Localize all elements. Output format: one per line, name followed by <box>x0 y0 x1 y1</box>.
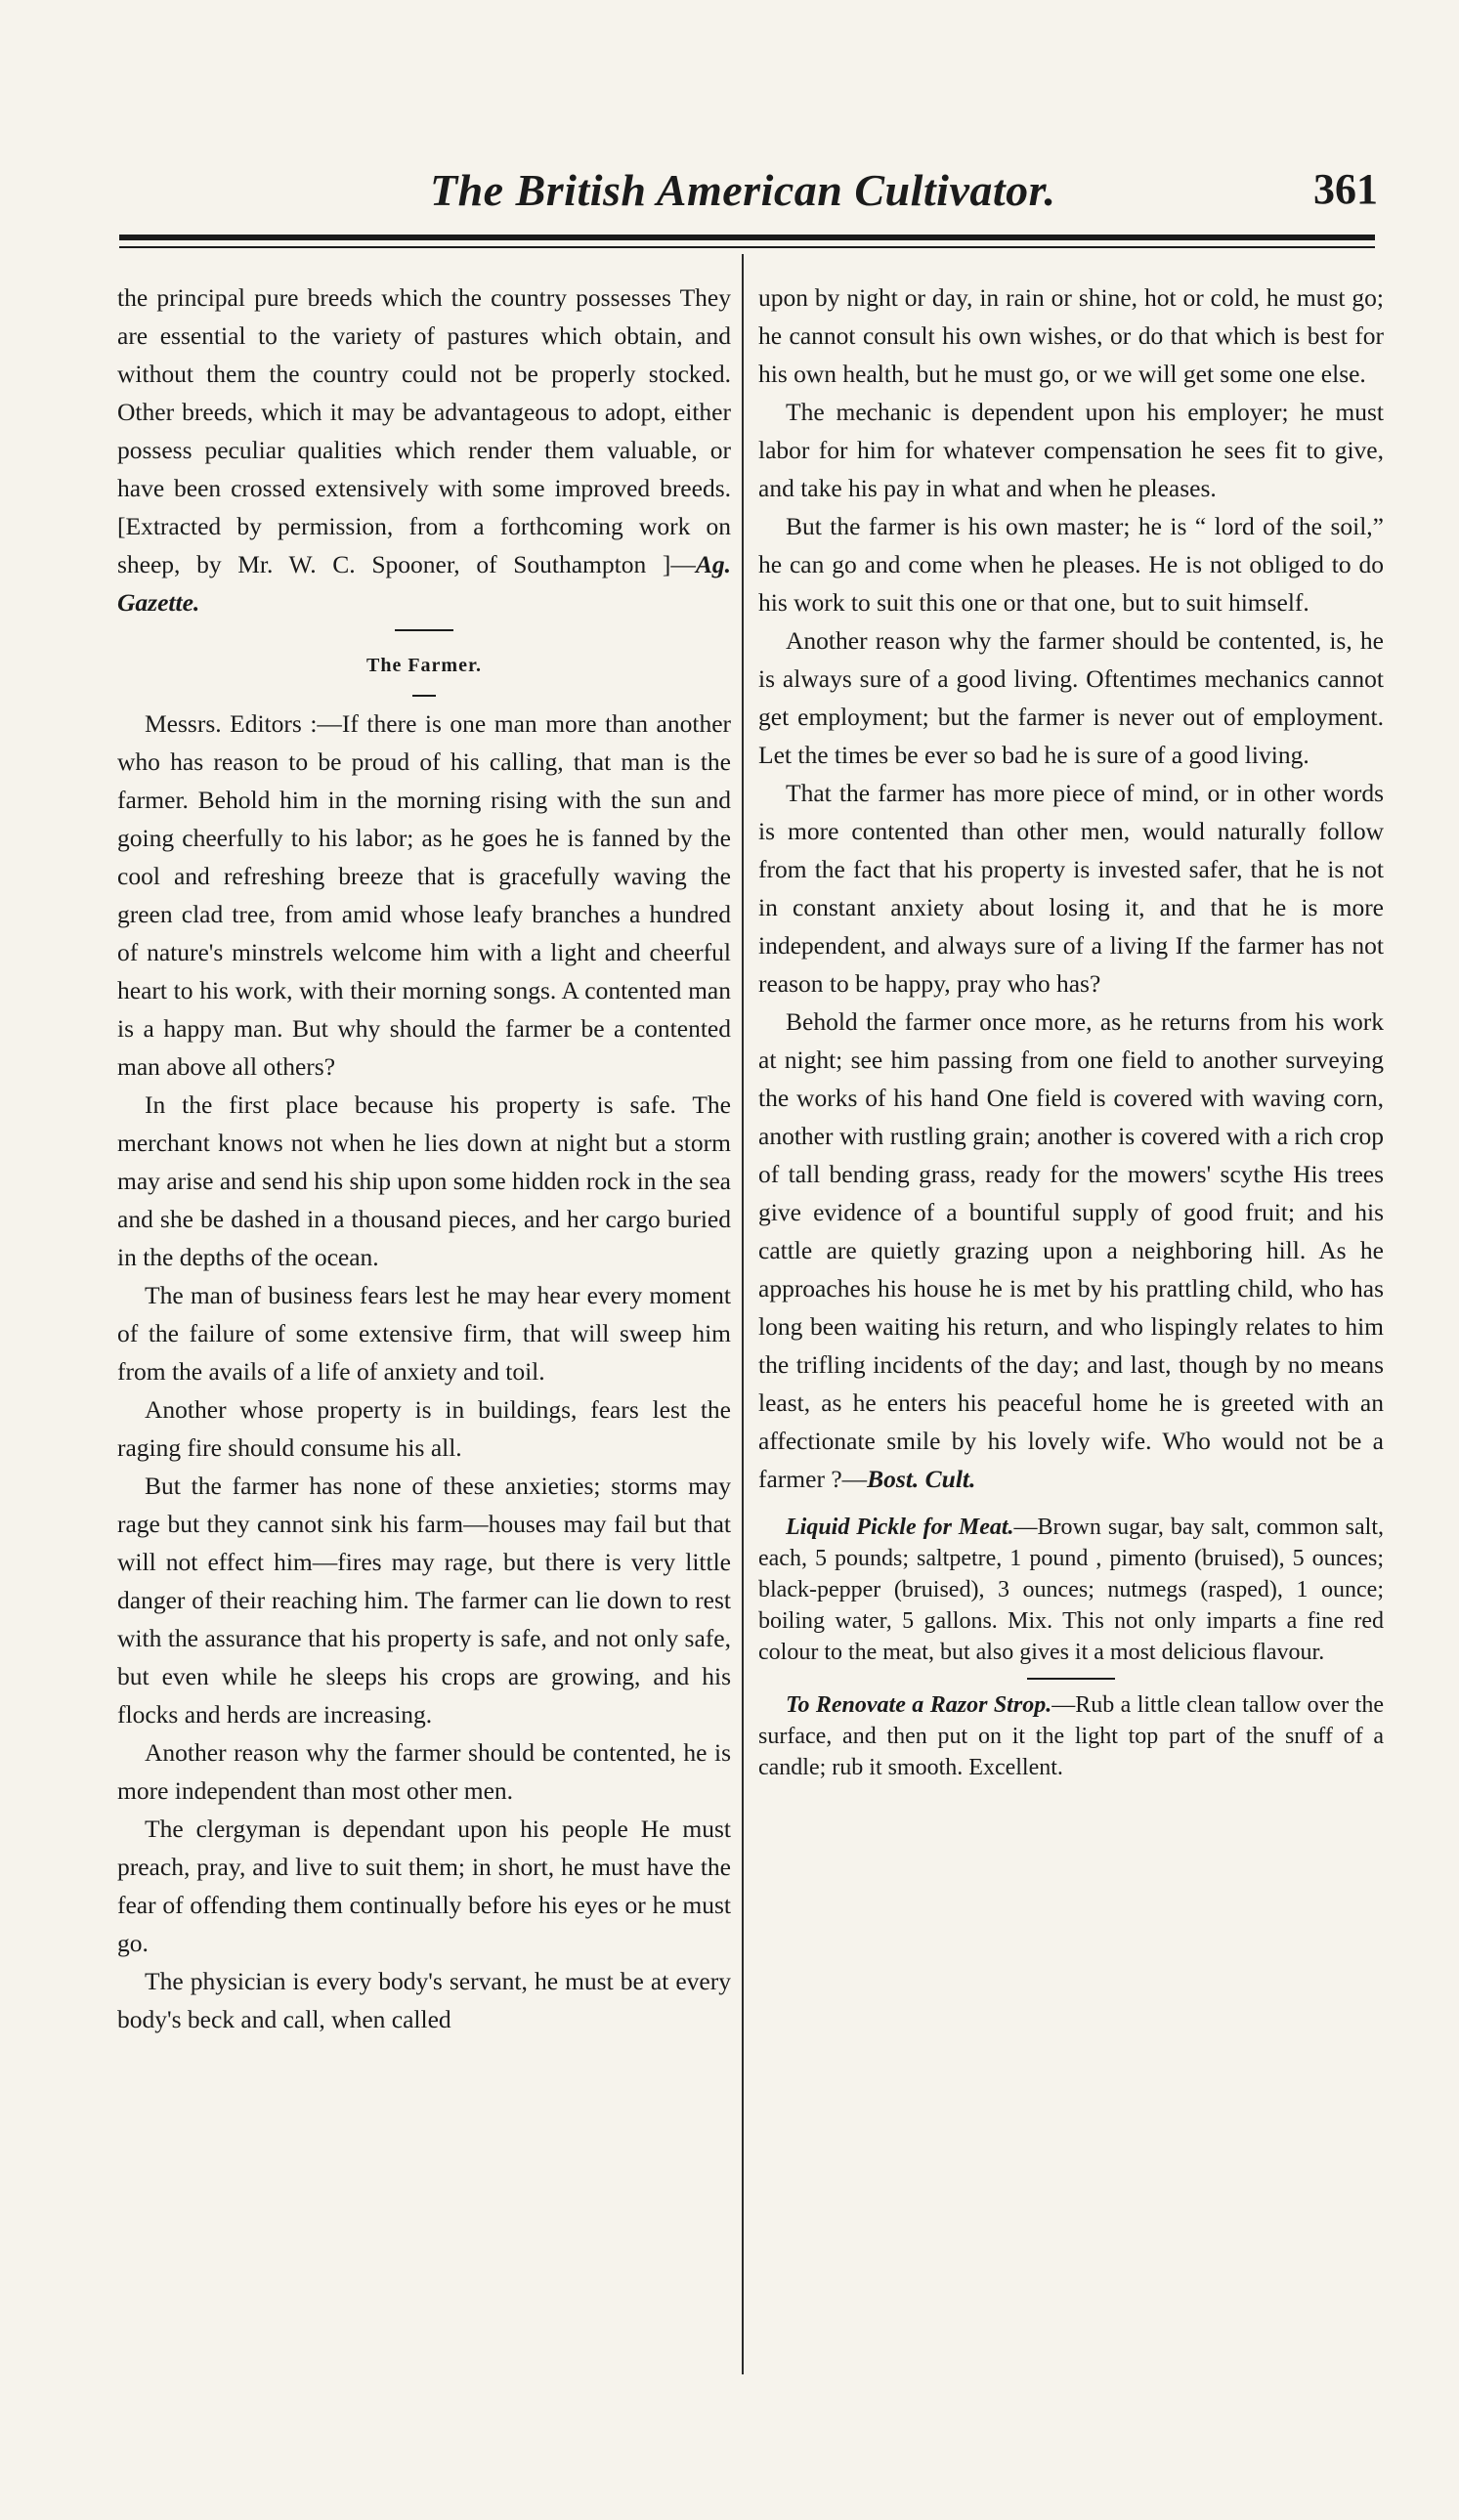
column-divider <box>742 254 744 2374</box>
pickle-recipe-body: —Brown sugar, bay salt, common salt, each, 5 pounds; saltpetre, 1 pound , pimento (bruised), 5 ounces; black-pepper (bruised), 3 ounces; nutmegs (rasped), 1 ounce; boiling water, 5 gallons. Mix. This not only imparts a fine red colour to the meat, but also gives it a most delicious flavour. <box>758 1515 1384 1665</box>
right-column <box>758 278 1384 1783</box>
article-separator <box>395 629 453 631</box>
sheep-article-source: Ag. Gazette. <box>117 550 731 617</box>
farmer-paragraph-4: Another whose property is in buildings, fears lest the raging fire should consume his all. <box>117 1395 731 1462</box>
razor-strop-title: To Renovate a Razor Strop. <box>786 1692 1052 1718</box>
farmer-paragraph-5: But the farmer has none of these anxieties; storms may rage but they cannot sink his farm—houses may fail but that will not effect him—fires may rage, but there is very little danger of their reaching him. The farmer can lie down to rest with the assurance that his property is safe, and not only safe, but even while he sleeps his crops are growing, and his flocks and herds are increasing. <box>117 1472 731 1729</box>
farmer-heading: The Farmer. <box>365 655 482 676</box>
page-header <box>117 164 1388 233</box>
farmer-closing-text: Behold the farmer once more, as he returns from his work at night; see him passing from one field to another surveying the works of his hand One field is covered with waving corn, another with rustling grain; another is covered with a rich crop of tall bending grass, ready for the mowers' scythe His trees give evidence of a bountiful supply of good fruit; and his cattle are quietly grazing upon a neighboring hill. As he approaches his house he is met by his prattling child, who has long been waiting his return, and who lispingly relates to him the trifling incidents of the day; and last, though by no means least, as he enters his peaceful home he is greeted with an affectionate smile by his lovely wife. Who would not be a farmer ?— <box>758 1007 1384 1493</box>
razor-strop-body: —Rub a little clean tallow over the surface, and then put on it the light top part of the snuff of a candle; rub it smooth. Excellent. <box>758 1692 1385 1780</box>
pickle-recipe-title: Liquid Pickle for Meat. <box>786 1515 1014 1540</box>
running-title: The British American Cultivator. <box>430 165 1056 215</box>
razor-strop-tip <box>758 1689 1384 1783</box>
farmer-paragraph-9: The mechanic is dependent upon his employer; he must labor for him for whatever compensation he sees fit to give, and take his pay in what and when he pleases. <box>758 398 1384 502</box>
left-column <box>117 278 731 2038</box>
pickle-recipe <box>758 1512 1384 1668</box>
farmer-paragraph-6: Another reason why the farmer should be contented, he is more independent than most other men. <box>117 1738 731 1805</box>
heading-dash <box>412 695 436 697</box>
page-number: 361 <box>1313 165 1378 213</box>
farmer-paragraph-7: The clergyman is dependant upon his people He must preach, pray, and live to suit them; in short, he must have the fear of offending them continually before his eyes or he must go. <box>117 1815 731 1957</box>
farmer-paragraph-11: Another reason why the farmer should be contented, is, he is always sure of a good living. Oftentimes mechanics cannot get employment; but the farmer is never out of employment. Let the times be ever so bad he is sure of a good living. <box>758 626 1384 769</box>
farmer-article-source: Bost. Cult. <box>867 1465 976 1493</box>
sheep-article-ending <box>117 278 731 621</box>
farmer-paragraph-8: The physician is every body's servant, he must be at every body's beck and call, when called <box>117 1967 731 2033</box>
header-rule-thick <box>119 235 1375 240</box>
recipe-separator <box>1027 1678 1115 1680</box>
farmer-paragraph-2: In the first place because his property is safe. The merchant knows not when he lies down at night but a storm may arise and send his ship upon some hidden rock in the sea and she be dashed in a thousand pieces, and her cargo buried in the depths of the ocean. <box>117 1090 731 1271</box>
header-rule-thin <box>119 246 1375 248</box>
farmer-paragraph-10: But the farmer is his own master; he is “ lord of the soil,” he can go and come when he pleases. He is not obliged to do his work to suit this one or that one, but to suit himself. <box>758 512 1384 617</box>
farmer-paragraph-1: Messrs. Editors :—If there is one man more than another who has reason to be proud of his calling, that man is the farmer. Behold him in the morning rising with the sun and going cheerfully to his labor; as he goes he is fanned by the cool and refreshing breeze that is gracefully waving the green clad tree, from amid whose leafy branches a hundred of nature's minstrels welcome him with a light and cheerful heart to his work, with their morning songs. A contented man is a happy man. But why should the farmer be a contented man above all others? <box>117 709 731 1081</box>
farmer-paragraph-12: That the farmer has more piece of mind, or in other words is more contented than other men, would naturally follow from the fact that his property is invested safer, that he is not in constant anxiety about losing it, and that he is more independent, and always sure of a living If the farmer has not reason to be happy, pray who has? <box>758 779 1384 998</box>
sheep-article-text: the principal pure breeds which the country possesses They are essential to the variety of pastures which obtain, and without them the country could not be properly stocked. Other breeds, which it may be advantageous to adopt, either possess peculiar qualities which render them valuable, or have been crossed extensively with some improved breeds. [Extracted by permission, from a forthcoming work on sheep, by Mr. W. C. Spooner, of Southampton ]— <box>117 283 731 578</box>
farmer-paragraph-continued: upon by night or day, in rain or shine, hot or cold, he must go; he cannot consult his own wishes, or do that which is best for his own health, but he must go, or we will get some one else. <box>758 283 1384 388</box>
farmer-paragraph-13 <box>758 1003 1384 1498</box>
farmer-paragraph-3: The man of business fears lest he may hear every moment of the failure of some extensive firm, that will sweep him from the avails of a life of anxiety and toil. <box>117 1281 731 1386</box>
